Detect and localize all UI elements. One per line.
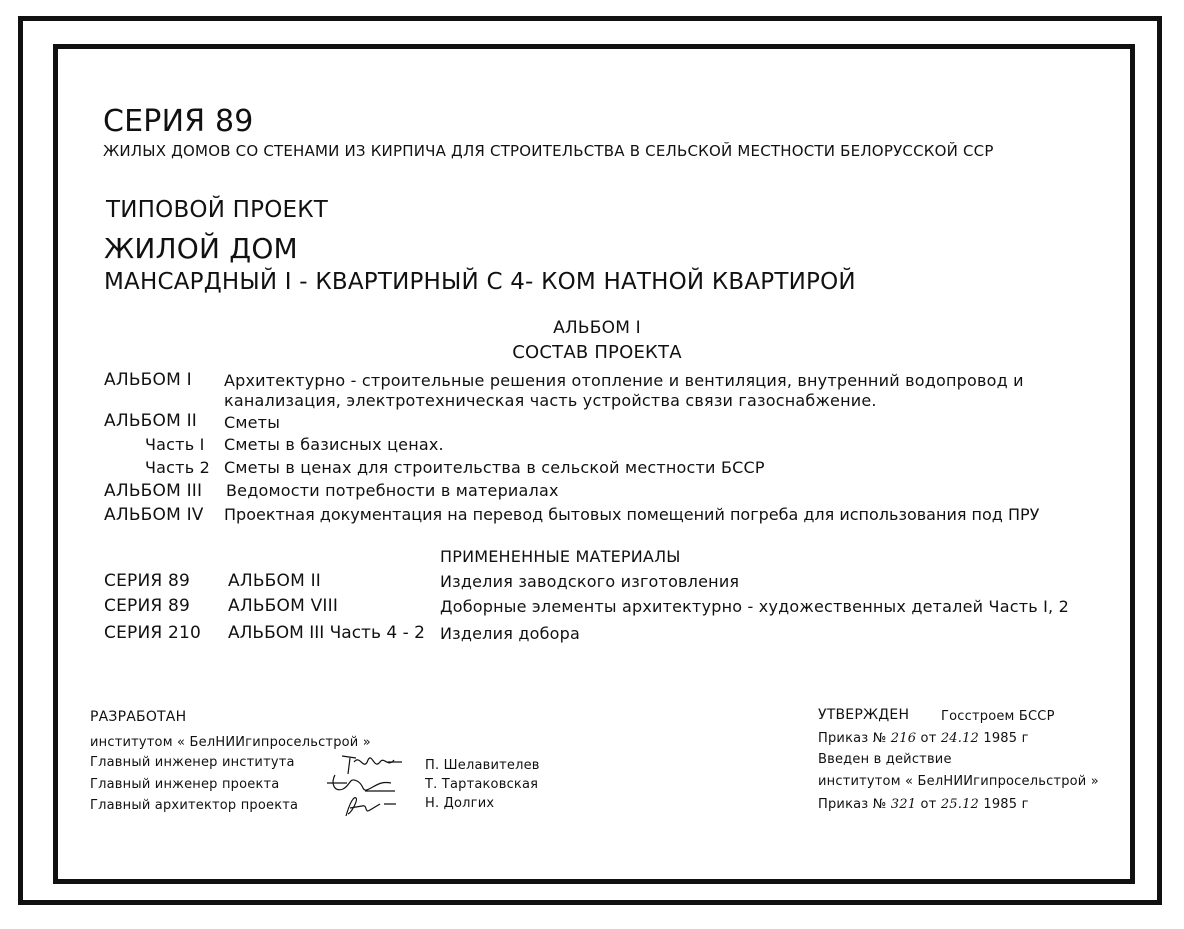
staff-role: Главный инженер института bbox=[90, 755, 295, 770]
material-series: СЕРИЯ 89 bbox=[104, 596, 191, 616]
composition-label: АЛЬБОМ I bbox=[104, 370, 192, 390]
enacted-label: Введен в действие bbox=[818, 752, 952, 767]
staff-name: Т. Тартаковская bbox=[425, 777, 539, 792]
approved-order bbox=[818, 731, 1029, 746]
composition-text: канализация, электротехническая часть устройства связи газоснабжение. bbox=[224, 391, 877, 410]
enacted-by: институтом « БелНИИгипросельстрой » bbox=[818, 774, 1099, 789]
order-prefix: Приказ № bbox=[818, 797, 891, 812]
composition-label: АЛЬБОМ III bbox=[104, 481, 203, 501]
material-album: АЛЬБОМ III Часть 4 - 2 bbox=[228, 623, 425, 643]
material-description: Изделия добора bbox=[440, 624, 580, 643]
order-date: 25.12 bbox=[940, 797, 980, 812]
order-year: 1985 г bbox=[979, 731, 1029, 746]
composition-text: Проектная документация на перевод бытовых помещений погреба для использования под ПРУ bbox=[224, 505, 1040, 524]
typical-project-label: ТИПОВОЙ ПРОЕКТ bbox=[106, 197, 329, 223]
order-number: 321 bbox=[890, 797, 917, 812]
house-subtitle: МАНСАРДНЫЙ I - КВАРТИРНЫЙ С 4- КОМ НАТНОЙ КВАРТИРОЙ bbox=[104, 269, 856, 295]
material-description: Изделия заводского изготовления bbox=[440, 572, 740, 591]
series-title: СЕРИЯ 89 bbox=[103, 104, 254, 139]
series-subtitle: ЖИЛЫХ ДОМОВ СО СТЕНАМИ ИЗ КИРПИЧА ДЛЯ СТРОИТЕЛЬСТВА В СЕЛЬСКОЙ МЕСТНОСТИ БЕЛОРУССКОЙ ССР bbox=[103, 142, 994, 160]
composition-label: Часть I bbox=[145, 435, 205, 454]
house-title: ЖИЛОЙ ДОМ bbox=[104, 232, 298, 265]
staff-role: Главный инженер проекта bbox=[90, 777, 280, 792]
approved-authority: Госстроем БССР bbox=[941, 709, 1055, 724]
material-series: СЕРИЯ 89 bbox=[104, 571, 191, 591]
composition-label: АЛЬБОМ IV bbox=[104, 505, 204, 525]
enacted-order bbox=[818, 797, 1029, 812]
order-mid: от bbox=[916, 797, 941, 812]
material-album: АЛЬБОМ VIII bbox=[228, 596, 339, 616]
material-series: СЕРИЯ 210 bbox=[104, 623, 202, 643]
order-number: 216 bbox=[890, 731, 917, 746]
order-mid: от bbox=[916, 731, 941, 746]
composition-text: Ведомости потребности в материалах bbox=[226, 481, 559, 500]
order-prefix: Приказ № bbox=[818, 731, 891, 746]
staff-name: П. Шелавителев bbox=[425, 758, 540, 773]
composition-label: Часть 2 bbox=[145, 458, 210, 477]
developed-heading: РАЗРАБОТАН bbox=[90, 709, 187, 725]
order-year: 1985 г bbox=[979, 797, 1029, 812]
composition-text: Архитектурно - строительные решения отопление и вентиляция, внутренний водопровод и bbox=[224, 371, 1024, 390]
materials-heading: ПРИМЕНЕННЫЕ МАТЕРИАЛЫ bbox=[440, 547, 681, 566]
composition-text: Сметы в ценах для строительства в сельской местности БССР bbox=[224, 458, 765, 477]
material-description: Доборные элементы архитектурно - художественных деталей Часть I, 2 bbox=[440, 597, 1069, 616]
order-date: 24.12 bbox=[940, 731, 980, 746]
staff-role: Главный архитектор проекта bbox=[90, 798, 299, 813]
composition-heading: СОСТАВ ПРОЕКТА bbox=[512, 342, 682, 363]
composition-text: Сметы в базисных ценах. bbox=[224, 435, 444, 454]
approved-heading: УТВЕРЖДЕН bbox=[818, 707, 910, 723]
album-heading: АЛЬБОМ I bbox=[553, 318, 641, 338]
composition-label: АЛЬБОМ II bbox=[104, 411, 198, 431]
developed-institute: институтом « БелНИИгипросельстрой » bbox=[90, 735, 371, 750]
composition-text: Сметы bbox=[224, 413, 281, 432]
material-album: АЛЬБОМ II bbox=[228, 571, 322, 591]
signature-chief-architect bbox=[338, 792, 408, 820]
staff-name: Н. Долгих bbox=[425, 796, 495, 811]
